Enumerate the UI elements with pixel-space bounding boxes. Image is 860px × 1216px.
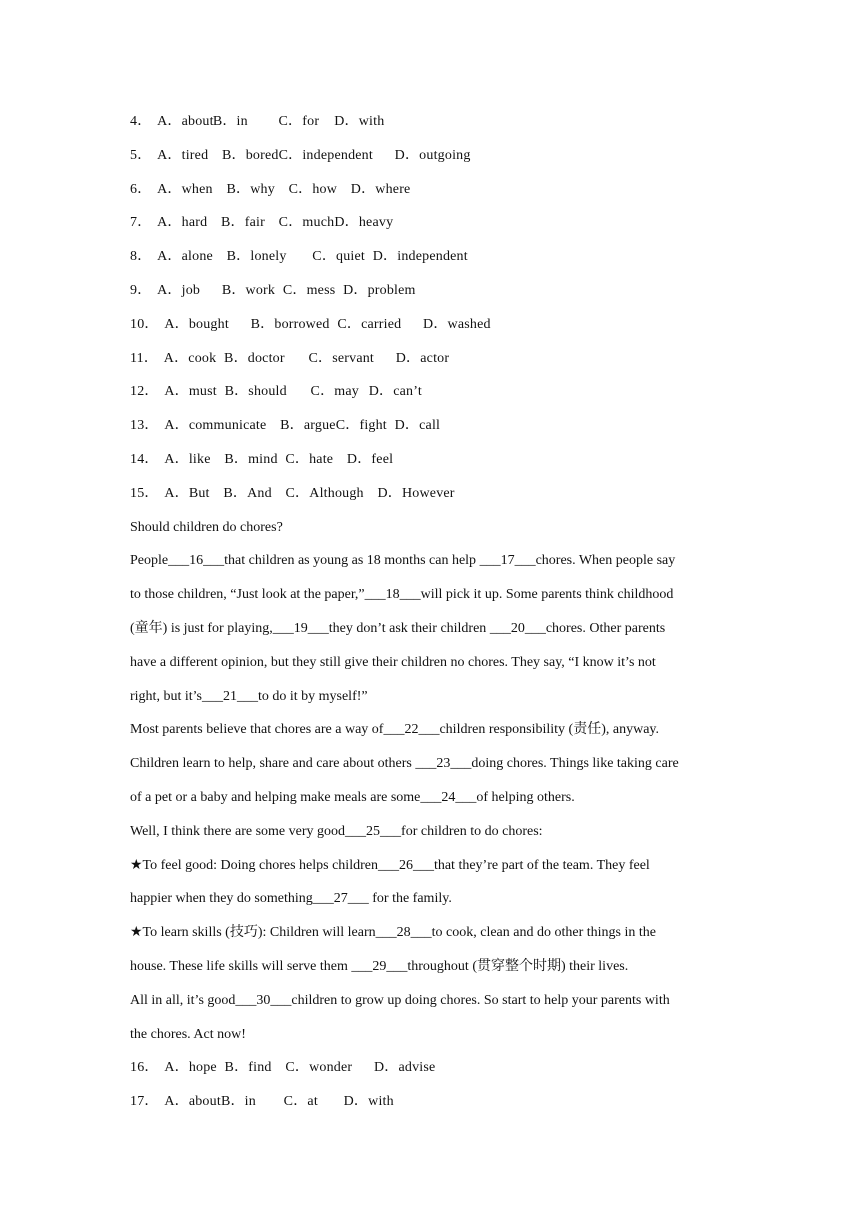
option-a: A．cook [163,350,217,366]
option-d: D．call [394,418,441,434]
passage-text: (童年) is just for playing, [130,620,273,636]
option-c: C．mess [282,282,336,298]
passage-text: of helping others. [476,789,575,805]
blank-19: ___19___ [272,620,329,636]
blank-27: ___27___ [312,891,369,907]
document-content [130,110,730,1124]
passage-line [130,820,730,854]
passage-text: for the family. [368,891,452,907]
passage-text: Most parents believe that chores are a way of [130,722,384,738]
passage-text: house. These life skills will serve them [130,958,352,974]
option-d: D．where [350,181,411,197]
passage-text: chores. When people say [535,553,676,569]
blank-24: ___24___ [420,789,477,805]
blank-25: ___25___ [345,823,402,839]
question-number: 8． [130,249,152,265]
question-number: 13． [130,418,159,434]
question-number: 9． [130,282,152,298]
option-b: B．should [224,384,287,400]
option-a: A．hard [157,215,208,231]
passage-text: children to grow up doing chores. So start to help your parents with [291,992,670,1008]
question-number: 14． [130,451,159,467]
passage-line [130,887,730,921]
passage-text: to do it by myself!” [257,688,368,704]
option-c: C．carried [337,316,402,332]
option-row-4 [130,110,730,144]
question-number: 15． [130,485,159,501]
option-a: A．bought [164,316,229,332]
option-c: C．how [288,181,338,197]
option-c: C．servant [308,350,375,366]
option-d: D．heavy [334,215,394,231]
option-a: A．tired [157,147,209,163]
option-b: B．in [212,114,248,129]
passage-line [130,921,730,955]
blank-17: ___17___ [479,553,536,569]
question-number: 7． [130,215,152,231]
option-row-9 [130,279,730,313]
question-number: 10． [130,316,159,332]
option-b: B．work [221,282,276,298]
option-a: A．about [164,1094,221,1110]
blank-23: ___23___ [415,756,472,772]
option-a: A．when [157,181,213,197]
passage-line [130,752,730,786]
passage-text: ★To learn skills (技巧): Children will learn [130,925,376,941]
passage-line [130,989,730,1023]
option-c: C．wonder [285,1060,353,1076]
passage-text: Well, I think there are some very good [130,823,346,839]
blank-21: ___21___ [201,688,258,704]
passage-line [130,549,730,583]
blank-22: ___22___ [383,722,440,738]
passage-text: People [130,553,169,569]
option-row-8 [130,245,730,279]
option-row-14 [130,448,730,482]
blank-26: ___26___ [377,857,434,873]
passage-text: they don’t ask their children [328,620,490,636]
option-d: D．with [334,114,385,129]
passage-line [130,617,730,651]
option-a: A．But [164,485,210,501]
option-c: C．may [310,384,359,400]
option-c: C．at [283,1094,318,1110]
option-d: D．outgoing [394,147,471,163]
passage-text: that they’re part of the team. They feel [433,857,650,873]
passage-line [130,786,730,820]
passage-line [130,685,730,719]
option-d: D．actor [395,350,450,366]
option-c: C．independent [278,147,373,163]
option-c: C．much [278,215,335,231]
option-c: C．fight [335,418,387,434]
option-row-5 [130,144,730,178]
option-row-16 [130,1056,730,1090]
passage-text: happier when they do something [130,891,313,907]
blank-20: ___20___ [489,620,546,636]
passage-line [130,583,730,617]
question-number: 17． [130,1094,159,1110]
option-row-11 [130,347,730,381]
option-row-6 [130,178,730,212]
option-a: A．like [164,451,211,467]
passage-text: All in all, it’s good [130,992,236,1008]
question-number: 6． [130,181,152,197]
option-d: D．independent [372,249,468,265]
blank-18: ___18___ [364,587,421,603]
option-a: A．job [157,282,201,298]
passage-text: the chores. Act now! [130,1026,246,1042]
option-row-17 [130,1090,730,1124]
blank-29: ___29___ [351,958,408,974]
passage-line [130,854,730,888]
option-row-7 [130,211,730,245]
option-d: D．However [377,485,455,501]
option-a: A．about [157,114,214,129]
question-number: 11． [130,350,159,366]
option-b: B．borrowed [250,316,330,332]
blank-30: ___30___ [235,992,292,1008]
question-number: 4． [130,114,152,129]
passage-text: throughout (贯穿整个时期) their lives. [407,958,629,974]
option-d: D．problem [343,282,416,298]
option-c: C．Although [285,485,364,501]
passage-text: chores. Other parents [545,620,666,636]
passage-text: have a different opinion, but they still give their children no chores. They say, “I know it’s not [130,654,656,670]
option-c: C．for [278,114,320,129]
blank-16: ___16___ [168,553,225,569]
passage-text: children responsibility (责任), anyway. [439,722,660,738]
passage-text: will pick it up. Some parents think childhood [420,587,674,603]
option-b: B．mind [224,451,278,467]
option-d: D．advise [373,1060,436,1076]
option-c: C．quiet [312,249,366,265]
option-row-15 [130,482,730,516]
passage-line [130,651,730,685]
option-d: D．with [343,1094,394,1110]
passage-text: to those children, “Just look at the paper,” [130,587,365,603]
passage-text: ★To feel good: Doing chores helps children [130,857,378,873]
option-b: B．argue [280,418,336,434]
option-a: A．hope [164,1060,217,1076]
option-c: C．hate [285,451,334,467]
option-b: B．fair [221,215,265,231]
option-a: A．communicate [164,418,267,434]
passage-line [130,718,730,752]
passage-text: to cook, clean and do other things in the [431,925,656,941]
option-b: B．why [226,181,275,197]
option-d: D．washed [423,316,491,332]
passage-text: right, but it’s [130,688,202,704]
option-row-12 [130,380,730,414]
option-row-10 [130,313,730,347]
option-b: B．And [223,485,272,501]
option-b: B．in [220,1094,256,1110]
question-number: 16． [130,1060,159,1076]
passage-text: for children to do chores: [401,823,543,839]
passage-line [130,1023,730,1057]
option-b: B．bored [221,147,279,163]
option-row-13 [130,414,730,448]
option-a: A．alone [157,249,213,265]
question-number: 12． [130,384,159,400]
passage-line [130,955,730,989]
question-number: 5． [130,147,152,163]
option-d: D．can’t [368,384,422,400]
option-d: D．feel [346,451,394,467]
option-b: B．find [224,1060,272,1076]
blank-28: ___28___ [375,925,432,941]
passage-title: Should children do chores? [130,519,283,535]
passage-text: Children learn to help, share and care about others [130,756,416,772]
passage-text: that children as young as 18 months can help [224,553,480,569]
option-b: B．lonely [226,249,287,265]
option-a: A．must [164,384,217,400]
passage-text: of a pet or a baby and helping make meals are some [130,789,421,805]
passage-text: doing chores. Things like taking care [471,756,679,772]
option-b: B．doctor [224,350,285,366]
